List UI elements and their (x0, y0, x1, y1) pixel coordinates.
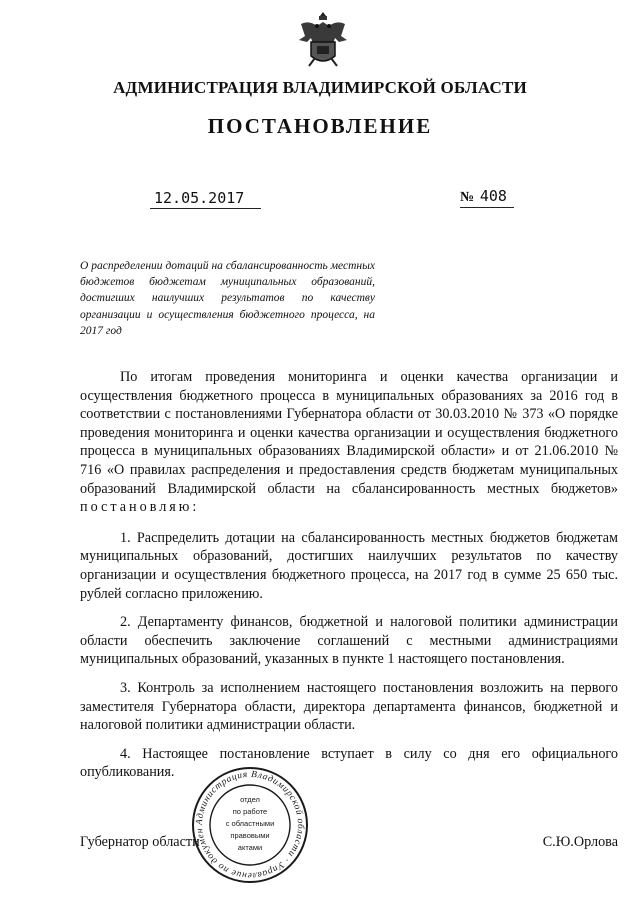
document-type: ПОСТАНОВЛЕНИЕ (207, 114, 433, 138)
coat-of-arms-icon (295, 8, 351, 70)
stamp-line-2: по работе (232, 807, 268, 816)
stamp-line-5: актами (237, 843, 263, 852)
document-subject: О распределении дотаций на сбалансированность местных бюджетов бюджетам муниципальных образований, достигших наилучших результатов по качеству организации и осуществления бюджетного процесса, на 2017 год (80, 260, 375, 337)
signatory-position: Губернатор области (80, 834, 200, 850)
stamp-line-4: правовыми (230, 831, 270, 840)
document-date: 12.05.2017 (150, 189, 261, 209)
item-4: 4. Настоящее постановление вступает в силу со дня его официального опубликования. (80, 745, 618, 781)
decree-word: постановляю: (80, 499, 200, 516)
document-body (80, 368, 618, 792)
official-stamp (190, 764, 310, 886)
item-3: 3. Контроль за исполнением настоящего постановления возложить на первого заместителя Губернатора области, директора департамента финансов, бюджетной и налоговой политики администрации области. (80, 679, 618, 734)
stamp-line-3: с областными (225, 819, 275, 828)
document-number (460, 187, 514, 208)
item-2: 2. Департаменту финансов, бюджетной и налоговой политики администрации области обеспечить заключение соглашений с местными администрациями муниципальных образований, указанных в пункте 1 настоящего постановления. (80, 614, 618, 668)
number-sign: № (460, 190, 475, 205)
signatory-name: С.Ю.Орлова (542, 834, 618, 850)
intro-text: По итогам проведения мониторинга и оценки качества организации и осуществления бюджетного процесса в муниципальных образованиях за 2016 год в соответствии с постановлениями Губернатора области от 30.03.2010 № 373 «О порядке проведения мониторинга и оценки качества организации и осуществления бюджетного процесса в муниципальных образованиях Владимирской области» и от 21.06.2010 № 716 «О правилах распределения и предоставления средств бюджетам муниципальных образований Владимирской области на сбалансированность местных бюджетов» (80, 369, 618, 497)
intro-paragraph (80, 368, 618, 517)
stamp-ring-text: Администрация Владимирской области · Управление по докумен (194, 769, 306, 881)
number-value: 408 (479, 187, 507, 205)
organization-title: АДМИНИСТРАЦИЯ ВЛАДИМИРСКОЙ ОБЛАСТИ (113, 78, 527, 97)
item-1: 1. Распределить дотации на сбалансированность местных бюджетов бюджетам муниципальных образований, достигших наилучших результатов по качеству организации и осуществления бюджетного процесса, на 2017 год в сумме 25 650 тыс. рублей согласно приложению. (80, 529, 618, 602)
stamp-line-1: отдел (240, 795, 260, 804)
